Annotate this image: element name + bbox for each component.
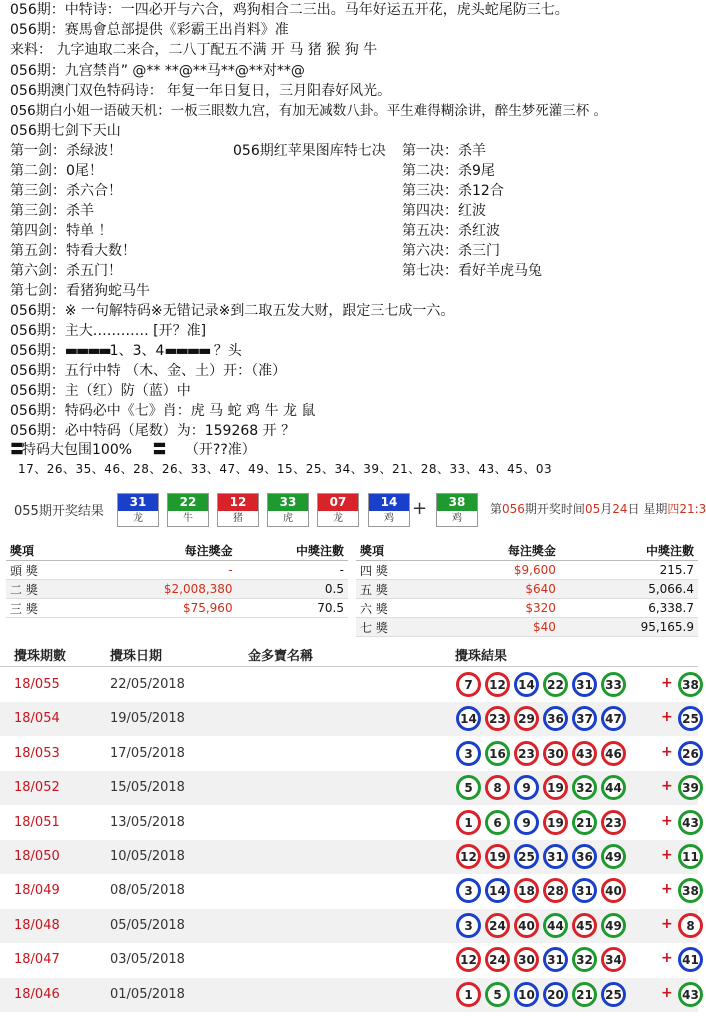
history-header	[0, 640, 698, 667]
next-time: 21:3	[679, 502, 706, 516]
result-plus: +	[661, 812, 673, 829]
next-month: 05	[584, 502, 601, 516]
history-issue[interactable]: 18/048	[14, 917, 60, 933]
next-d: 日 星期	[627, 502, 668, 516]
line-6: 056期白小姐一语破天机：一板三眼数九宫，有加无减数八卦。平生难得糊涂讲，醉生梦死灌三杯 。	[10, 103, 608, 119]
result-plus: +	[661, 984, 673, 1001]
result-plus: +	[661, 709, 673, 726]
result-ball: 44	[543, 913, 568, 938]
prize-amount: -	[84, 561, 237, 580]
result-ball: 12	[456, 844, 481, 869]
draw-ball	[167, 493, 209, 527]
result-special-ball: 25	[678, 706, 703, 731]
result-ball: 47	[601, 706, 626, 731]
result-ball: 19	[543, 775, 568, 800]
result-plus: +	[661, 778, 673, 795]
result-plus: +	[661, 881, 673, 898]
history-issue[interactable]: 18/049	[14, 883, 60, 899]
result-plus: +	[661, 675, 673, 691]
draw-special-zodiac: 鸡	[437, 511, 477, 526]
col-prize: 獎項	[356, 540, 434, 561]
result-ball: 28	[543, 878, 568, 903]
col-name: 金多寶名稱	[248, 649, 314, 664]
numbers-line: 17、26、35、46、28、26、33、47、49、15、25、34、39、21、28、33、43、45、03	[18, 462, 553, 476]
history-issue[interactable]: 18/047	[14, 952, 60, 968]
prize-name: 頭 獎	[6, 561, 84, 580]
draw-ball-number: 31	[118, 494, 158, 511]
result-ball: 19	[543, 810, 568, 835]
bar-glyph-2: ▬▬▬▬	[164, 343, 210, 359]
history-date: 19/05/2018	[110, 711, 185, 727]
line-tail-number: 056期：必中特码（尾数）为：159268 开 ？	[10, 423, 296, 439]
line-bars	[10, 341, 242, 361]
sword-title: 056期红苹果图库特七决	[233, 143, 386, 159]
col-result: 攪珠結果	[455, 649, 508, 664]
prize-count: 70.5	[237, 599, 348, 618]
result-ball: 36	[572, 844, 597, 869]
decision-item: 第六决：杀三门	[402, 243, 500, 259]
draw-ball	[117, 493, 159, 527]
sword-item: 第五剑：特看大数！	[10, 243, 136, 259]
prize-count: -	[237, 561, 348, 580]
result-ball: 21	[572, 810, 597, 835]
decision-item: 第二决：杀9尾	[402, 163, 495, 179]
result-special-ball: 38	[678, 672, 703, 697]
prize-row	[6, 580, 348, 599]
prize-table-right	[356, 540, 698, 637]
prize-row	[356, 599, 698, 618]
draw-ball-zodiac: 鸡	[369, 511, 409, 526]
result-ball: 9	[514, 810, 539, 835]
result-ball: 40	[601, 878, 626, 903]
result-special-ball: 43	[678, 982, 703, 1007]
history-row	[0, 702, 698, 736]
prize-name: 五 獎	[356, 580, 434, 599]
result-ball: 23	[485, 706, 510, 731]
result-ball: 6	[485, 810, 510, 835]
result-ball: 14	[456, 706, 481, 731]
draw-ball-number: 22	[168, 494, 208, 511]
bars-middle: 1、3、4	[109, 343, 165, 359]
sword-item: 第七剑：看猪狗蛇马牛	[10, 283, 150, 299]
prize-count: 6,338.7	[560, 599, 698, 618]
result-ball: 24	[485, 913, 510, 938]
line-main-color: 056期：主（红）防（蓝）中	[10, 383, 191, 399]
draw-ball-zodiac: 猪	[218, 511, 258, 526]
decision-item: 第七决：看好羊虎马兔	[402, 263, 542, 279]
prize-row	[6, 599, 348, 618]
prize-count: 0.5	[237, 580, 348, 599]
prize-amount: $2,008,380	[84, 580, 237, 599]
result-ball: 31	[572, 672, 597, 697]
draw-ball-number: 12	[218, 494, 258, 511]
draw-ball-zodiac: 龙	[318, 511, 358, 526]
surround-bar-glyph-2: 〓	[152, 442, 165, 458]
result-ball: 19	[485, 844, 510, 869]
result-ball: 46	[601, 741, 626, 766]
draw-ball-number: 14	[369, 494, 409, 511]
line-surround	[10, 440, 256, 460]
result-ball: 10	[514, 982, 539, 1007]
result-ball: 22	[543, 672, 568, 697]
result-ball: 29	[514, 706, 539, 731]
draw-ball	[217, 493, 259, 527]
result-ball: 36	[543, 706, 568, 731]
history-row	[0, 840, 698, 874]
result-ball: 9	[514, 775, 539, 800]
history-row	[0, 737, 698, 771]
result-ball: 25	[514, 844, 539, 869]
next-draw-info	[490, 500, 706, 517]
result-ball: 23	[601, 810, 626, 835]
result-special-ball: 8	[678, 913, 703, 938]
result-ball: 1	[456, 810, 481, 835]
result-ball: 32	[572, 775, 597, 800]
result-special-ball: 43	[678, 810, 703, 835]
line-seven-zodiac: 056期：特码必中《七》肖：虎 马 蛇 鸡 牛 龙 鼠	[10, 403, 316, 419]
decision-item: 第一决：杀羊	[402, 143, 486, 159]
history-date: 15/05/2018	[110, 780, 185, 796]
result-ball: 20	[543, 982, 568, 1007]
sword-item: 第六剑：杀五门！	[10, 263, 122, 279]
result-ball: 37	[572, 706, 597, 731]
result-ball: 12	[485, 672, 510, 697]
line-five-elements: 056期：五行中特 （木、金、土）开：（准）	[10, 363, 287, 379]
bars-suffix: ？头	[213, 343, 242, 359]
draw-label: 055期开奖结果	[14, 504, 104, 519]
next-prefix: 第	[490, 502, 503, 516]
prize-count: 5,066.4	[560, 580, 698, 599]
history-issue[interactable]: 18/051	[14, 814, 60, 830]
result-ball: 49	[601, 913, 626, 938]
draw-ball-number: 07	[318, 494, 358, 511]
result-ball: 33	[601, 672, 626, 697]
result-ball: 5	[456, 775, 481, 800]
draw-ball	[368, 493, 410, 527]
result-plus: +	[661, 915, 673, 932]
surround-tail: （开??准）	[184, 442, 256, 458]
history-date: 13/05/2018	[110, 814, 185, 830]
next-mid: 期开奖时间	[524, 502, 585, 516]
result-ball: 31	[543, 947, 568, 972]
result-ball: 3	[456, 741, 481, 766]
result-special-ball: 41	[678, 947, 703, 972]
draw-special-number: 38	[437, 494, 477, 511]
history-row	[0, 943, 698, 977]
line-2: 056期：赛馬會总部提供《彩霸王出肖料》准	[10, 22, 289, 38]
prize-row	[356, 561, 698, 580]
result-ball: 1	[456, 982, 481, 1007]
bars-prefix: 056期：	[10, 343, 65, 359]
draw-ball-number: 33	[268, 494, 308, 511]
next-day: 24	[612, 502, 628, 516]
draw-special-ball	[436, 493, 478, 527]
result-plus: +	[661, 743, 673, 760]
history-issue[interactable]: 18/054	[14, 711, 60, 727]
result-ball: 16	[485, 741, 510, 766]
result-special-ball: 26	[678, 741, 703, 766]
draw-ball	[317, 493, 359, 527]
prize-amount: $640	[434, 580, 560, 599]
next-m: 月	[600, 502, 613, 516]
decision-item: 第四决：红波	[402, 203, 486, 219]
prize-name: 二 獎	[6, 580, 84, 599]
prize-name: 六 獎	[356, 599, 434, 618]
result-ball: 8	[485, 775, 510, 800]
next-issue: 056	[502, 502, 525, 516]
draw-ball-zodiac: 虎	[268, 511, 308, 526]
history-date: 01/05/2018	[110, 986, 185, 1002]
history-date: 17/05/2018	[110, 745, 185, 761]
line-one-phrase: 056期：※ 一句解特码※无错记录※到二取五发大财，跟定三七成一六。	[10, 303, 455, 319]
line-7: 056期七剑下天山	[10, 123, 121, 139]
history-date: 03/05/2018	[110, 952, 185, 968]
result-ball: 30	[514, 947, 539, 972]
line-3: 来料： 九字迪取二来合，二八丁配五不满 开 马 猪 猴 狗 牛	[10, 42, 378, 58]
line-1: 056期：中特诗：一四必开与六合，鸡狗相合二三出。马年好运五开花，虎头蛇尾防三七。	[10, 2, 569, 18]
result-special-ball: 38	[678, 878, 703, 903]
col-date: 攪珠日期	[110, 649, 163, 664]
sword-item: 第四剑：特单 ！	[10, 223, 113, 239]
sword-item: 第一剑：杀绿波！	[10, 143, 122, 159]
history-date: 10/05/2018	[110, 849, 185, 864]
result-ball: 34	[601, 947, 626, 972]
draw-result-bar	[0, 488, 706, 530]
result-ball: 3	[456, 913, 481, 938]
prize-name: 四 獎	[356, 561, 434, 580]
history-issue[interactable]: 18/052	[14, 780, 60, 796]
draw-ball	[267, 493, 309, 527]
col-amount: 每注獎金	[434, 540, 560, 561]
col-amount: 每注獎金	[84, 540, 237, 561]
surround-text: 特码大包围100%	[22, 442, 133, 458]
draw-plus: +	[412, 498, 428, 519]
result-special-ball: 11	[678, 844, 703, 869]
result-ball: 31	[572, 878, 597, 903]
col-issue: 攪珠期數	[14, 649, 67, 664]
result-ball: 43	[572, 741, 597, 766]
draw-ball-zodiac: 龙	[118, 511, 158, 526]
history-date: 08/05/2018	[110, 883, 185, 899]
next-week: 四	[667, 502, 680, 516]
line-4: 056期：九宫禁肖” @** **@**马**@**对**@	[10, 63, 305, 79]
result-ball: 45	[572, 913, 597, 938]
bar-glyph: ▬▬▬▬	[64, 343, 110, 359]
sword-item: 第二剑：0尾！	[10, 163, 103, 179]
history-date: 05/05/2018	[110, 917, 185, 933]
history-row	[0, 874, 698, 908]
result-plus: +	[661, 950, 673, 967]
prize-amount: $320	[434, 599, 560, 618]
result-ball: 14	[514, 672, 539, 697]
sword-item: 第三剑：杀六合！	[10, 183, 122, 199]
result-ball: 3	[456, 878, 481, 903]
result-ball: 18	[514, 878, 539, 903]
history-issue[interactable]: 18/046	[14, 986, 60, 1002]
prize-table-left	[6, 540, 348, 618]
history-row	[0, 668, 698, 702]
result-ball: 24	[485, 947, 510, 972]
history-issue[interactable]: 18/053	[14, 745, 60, 761]
history-row	[0, 978, 698, 1012]
result-plus: +	[661, 847, 673, 863]
line-5: 056期澳门双色特码诗： 年复一年日复日，三月阳春好风光。	[10, 83, 392, 99]
col-count: 中獎注數	[237, 540, 348, 561]
result-ball: 30	[543, 741, 568, 766]
col-prize: 獎項	[6, 540, 84, 561]
prize-count: 95,165.9	[560, 618, 698, 637]
col-count: 中獎注數	[560, 540, 698, 561]
history-row	[0, 909, 698, 943]
prize-amount: $40	[434, 618, 560, 637]
line-main-big: 056期：主大………… [开？准]	[10, 323, 207, 339]
result-ball: 21	[572, 982, 597, 1007]
result-ball: 44	[601, 775, 626, 800]
prize-amount: $9,600	[434, 561, 560, 580]
prize-row	[6, 561, 348, 580]
result-ball: 40	[514, 913, 539, 938]
surround-bar-glyph: 〓	[10, 442, 22, 458]
result-ball: 12	[456, 947, 481, 972]
prize-amount: $75,960	[84, 599, 237, 618]
prize-row	[356, 618, 698, 637]
history-row	[0, 771, 698, 805]
result-ball: 31	[543, 844, 568, 869]
result-special-ball: 39	[678, 775, 703, 800]
result-ball: 25	[601, 982, 626, 1007]
prize-name: 三 獎	[6, 599, 84, 618]
decision-item: 第三决：杀12合	[402, 183, 504, 199]
result-ball: 23	[514, 741, 539, 766]
history-issue[interactable]: 18/050	[14, 849, 60, 864]
result-ball: 32	[572, 947, 597, 972]
history-row	[0, 806, 698, 840]
result-ball: 14	[485, 878, 510, 903]
history-issue[interactable]: 18/055	[14, 677, 60, 692]
prize-row	[356, 580, 698, 599]
prize-count: 215.7	[560, 561, 698, 580]
sword-item: 第三剑：杀羊	[10, 203, 94, 219]
decision-item: 第五决：杀红波	[402, 223, 500, 239]
prize-name: 七 獎	[356, 618, 434, 637]
result-ball: 7	[456, 672, 481, 697]
result-ball: 49	[601, 844, 626, 869]
draw-ball-zodiac: 牛	[168, 511, 208, 526]
history-date: 22/05/2018	[110, 677, 185, 692]
result-ball: 5	[485, 982, 510, 1007]
